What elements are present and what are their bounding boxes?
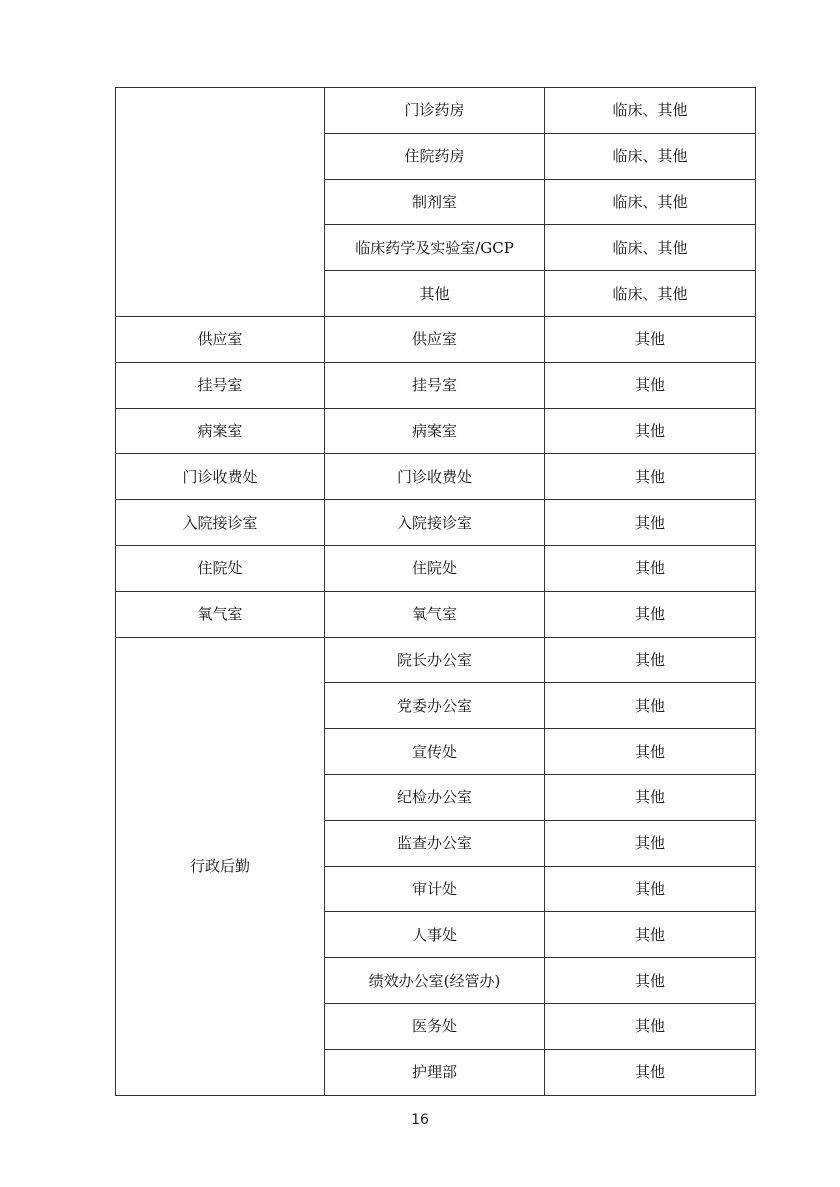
type-cell: 其他 bbox=[545, 912, 756, 958]
type-cell: 其他 bbox=[545, 316, 756, 362]
type-cell: 临床、其他 bbox=[545, 133, 756, 179]
table-row bbox=[116, 500, 756, 546]
department-cell: 人事处 bbox=[325, 912, 545, 958]
department-cell: 院长办公室 bbox=[325, 637, 545, 683]
type-cell: 其他 bbox=[545, 454, 756, 500]
department-cell: 医务处 bbox=[325, 1003, 545, 1049]
table-row bbox=[116, 591, 756, 637]
department-cell: 临床药学及实验室/GCP bbox=[325, 225, 545, 271]
department-cell: 绩效办公室(经管办) bbox=[325, 958, 545, 1004]
department-cell: 入院接诊室 bbox=[325, 500, 545, 546]
type-cell: 临床、其他 bbox=[545, 88, 756, 134]
table-row bbox=[116, 408, 756, 454]
type-cell: 其他 bbox=[545, 408, 756, 454]
department-cell: 审计处 bbox=[325, 866, 545, 912]
category-cell: 行政后勤 bbox=[116, 637, 325, 1095]
table-row bbox=[116, 362, 756, 408]
page-number: 16 bbox=[411, 1112, 429, 1128]
type-cell: 其他 bbox=[545, 683, 756, 729]
type-cell: 其他 bbox=[545, 1003, 756, 1049]
type-cell: 其他 bbox=[545, 500, 756, 546]
department-cell: 党委办公室 bbox=[325, 683, 545, 729]
department-cell: 挂号室 bbox=[325, 362, 545, 408]
type-cell: 其他 bbox=[545, 958, 756, 1004]
category-cell: 供应室 bbox=[116, 316, 325, 362]
type-cell: 其他 bbox=[545, 729, 756, 775]
category-cell: 入院接诊室 bbox=[116, 500, 325, 546]
category-cell: 病案室 bbox=[116, 408, 325, 454]
category-cell: 氧气室 bbox=[116, 591, 325, 637]
department-cell: 门诊收费处 bbox=[325, 454, 545, 500]
category-cell bbox=[116, 88, 325, 317]
table-row bbox=[116, 454, 756, 500]
table-row bbox=[116, 88, 756, 134]
department-cell: 病案室 bbox=[325, 408, 545, 454]
type-cell: 临床、其他 bbox=[545, 179, 756, 225]
category-cell: 门诊收费处 bbox=[116, 454, 325, 500]
type-cell: 其他 bbox=[545, 545, 756, 591]
type-cell: 其他 bbox=[545, 362, 756, 408]
type-cell: 其他 bbox=[545, 774, 756, 820]
type-cell: 其他 bbox=[545, 820, 756, 866]
type-cell: 其他 bbox=[545, 1049, 756, 1095]
table-row bbox=[116, 637, 756, 683]
department-cell: 监查办公室 bbox=[325, 820, 545, 866]
type-cell: 其他 bbox=[545, 637, 756, 683]
department-cell: 其他 bbox=[325, 271, 545, 317]
department-cell: 门诊药房 bbox=[325, 88, 545, 134]
department-cell: 供应室 bbox=[325, 316, 545, 362]
department-cell: 宣传处 bbox=[325, 729, 545, 775]
department-table bbox=[115, 87, 756, 1096]
table-row bbox=[116, 316, 756, 362]
department-cell: 制剂室 bbox=[325, 179, 545, 225]
department-cell: 住院药房 bbox=[325, 133, 545, 179]
type-cell: 临床、其他 bbox=[545, 225, 756, 271]
type-cell: 其他 bbox=[545, 591, 756, 637]
department-cell: 纪检办公室 bbox=[325, 774, 545, 820]
department-cell: 氧气室 bbox=[325, 591, 545, 637]
department-cell: 护理部 bbox=[325, 1049, 545, 1095]
category-cell: 住院处 bbox=[116, 545, 325, 591]
department-cell: 住院处 bbox=[325, 545, 545, 591]
type-cell: 临床、其他 bbox=[545, 271, 756, 317]
category-cell: 挂号室 bbox=[116, 362, 325, 408]
table-row bbox=[116, 545, 756, 591]
department-table-body bbox=[116, 88, 756, 1096]
type-cell: 其他 bbox=[545, 866, 756, 912]
